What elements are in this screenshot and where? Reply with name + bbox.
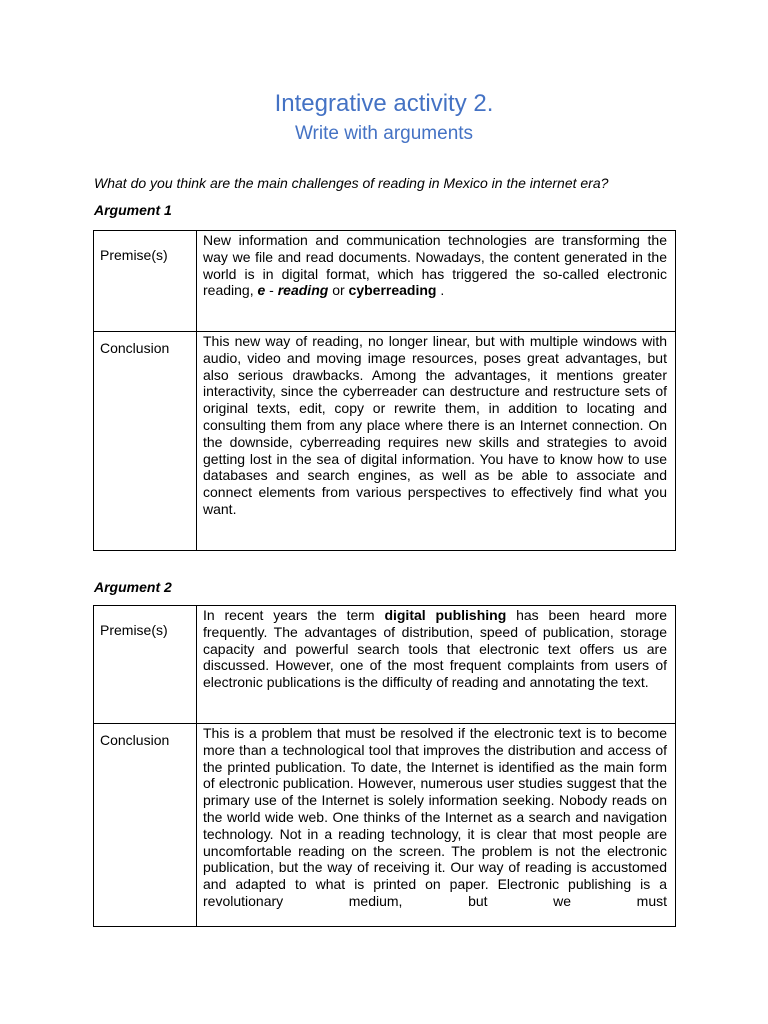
argument-2-conclusion-label-cell — [94, 724, 197, 927]
argument-2-premise-label-cell — [94, 606, 197, 724]
argument-1-premise-end: . — [436, 282, 445, 299]
argument-1-premise-strong: cyberreading — [348, 282, 437, 299]
page-title: Integrative activity 2. — [274, 90, 494, 117]
page-subtitle: Write with arguments — [294, 123, 474, 144]
argument-2-premise-strong: digital publishing — [384, 607, 507, 623]
argument-1-table — [93, 230, 676, 551]
argument-1-conclusion-label-cell — [94, 332, 197, 551]
argument-1-premise-part-1: New information and communication technologies are transforming the way we file and read documents. Nowadays, the content generated in the world is in digital format, which has triggered the so-called electronic reading, — [203, 232, 667, 299]
argument-2-premise-part-2: has been heard more frequently. The advantages of distribution, speed of publication, storage capacity and powerful search tools that electronic text offers us are discussed. However, one of the most frequent complaints from users of electronic publications is the difficulty of reading and annotating the text. — [203, 607, 668, 691]
argument-1-heading: Argument 1 — [94, 202, 172, 218]
question-text: What do you think are the main challenges of reading in Mexico in the internet era? — [94, 175, 609, 191]
argument-2-conclusion-cell — [197, 724, 676, 927]
argument-1-conclusion-label: Conclusion — [100, 340, 170, 356]
argument-1-premise-or: or — [328, 282, 349, 299]
argument-2-premise-text — [197, 606, 675, 691]
argument-2-conclusion-row — [94, 724, 676, 927]
argument-1-premise-cell — [197, 231, 676, 332]
argument-2-conclusion-clip — [197, 724, 675, 926]
argument-1-premise-em-reading: reading — [277, 282, 329, 299]
argument-1-premise-row — [94, 231, 676, 332]
argument-1-premise-text — [197, 231, 675, 299]
argument-2-conclusion-label: Conclusion — [100, 732, 170, 748]
argument-2-conclusion-text: This is a problem that must be resolved if the electronic text is to become more than a technological tool that improves the distribution and access of the printed publication. To date, the Internet is identified as the main form of electronic publication. However, numerous user studies suggest that the primary use of the Internet is solely information seeking. Nobody reads on the world wide web. One thinks of the Internet as a search and navigation technology. Not in a reading technology, it is clear that most people are uncomfortable reading on the screen. The problem is not the electronic publication, but the way of receiving it. Our way of reading is accustomed and adapted to what is printed on paper. Electronic publishing is a revolutionary medium, but we must — [203, 725, 667, 909]
argument-2-premise-cell — [197, 606, 676, 724]
argument-2-heading: Argument 2 — [94, 579, 172, 595]
argument-2-table — [93, 605, 676, 927]
argument-1-conclusion-cell — [197, 332, 676, 551]
argument-1-conclusion-row — [94, 332, 676, 551]
argument-1-conclusion-text: This new way of reading, no longer linear, but with multiple windows with audio, video and moving image resources, poses great advantages, but also serious drawbacks. Among the advantages, it mentions greater interactivity, since the cyberreader can destructure and restructure sets of original texts, edit, copy or rewrite them, in addition to locating and consulting them from any place where there is an Internet connection. On the downside, cyberreading requires new skills and strategies to avoid getting lost in the sea of digital information. You have to know how to use databases and search engines, as well as be able to associate and connect elements from various perspectives to effectively find what you want. — [203, 333, 667, 517]
argument-1-premise-label-cell — [94, 231, 197, 332]
argument-2-premise-row — [94, 606, 676, 724]
argument-1-premise-em-e: e — [257, 282, 266, 299]
argument-1-premise-sep: - — [265, 282, 278, 299]
argument-1-premise-label: Premise(s) — [100, 247, 168, 263]
argument-2-premise-part-1: In recent years the term — [203, 607, 385, 623]
argument-2-premise-label: Premise(s) — [100, 622, 168, 638]
